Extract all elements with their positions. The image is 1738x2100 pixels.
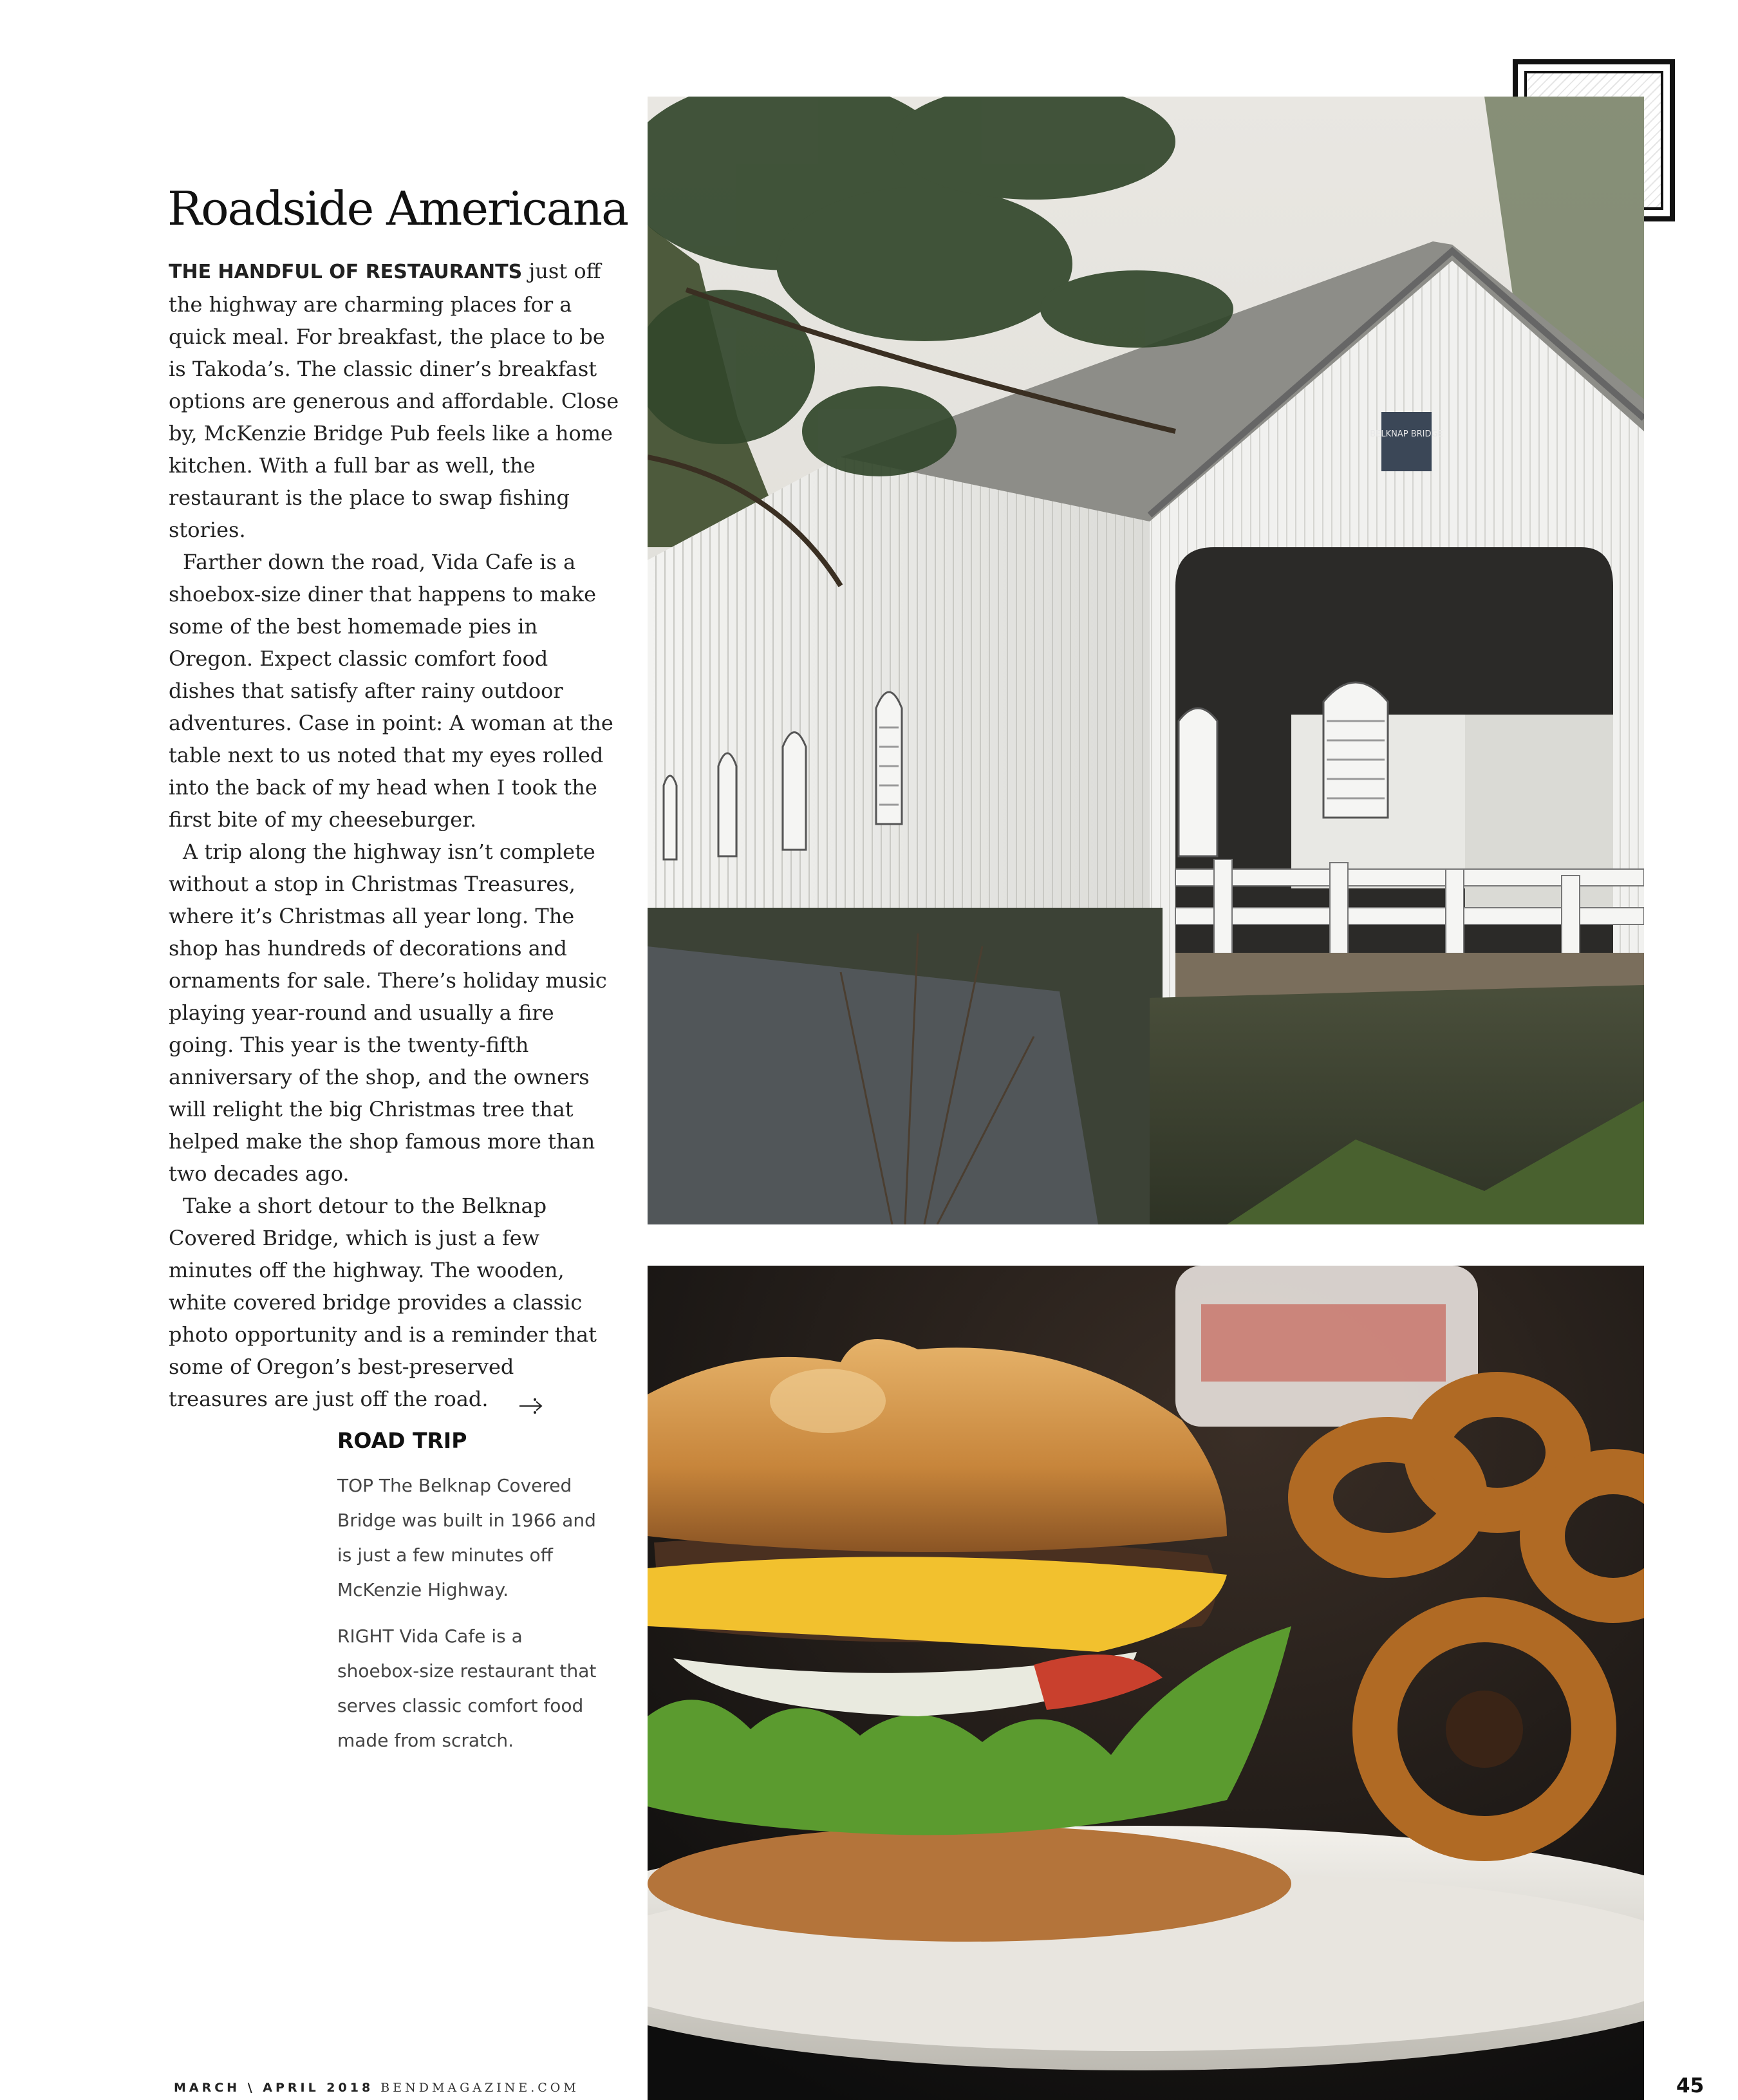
body-paragraph — [169, 1190, 619, 1415]
body-paragraph: Farther down the road, Vida Cafe is a shoebox-size diner that happens to make some of the best homemade pies in Oregon. Expect classic comfort food dishes that satisfy after rainy outdoor adventures. Case in point: A woman at the table next to us noted that my eyes rolled into the back of my head when I took the first bite of my cheeseburger. — [169, 550, 613, 832]
bridge-sign-text: BELKNAP BRIDGE — [1370, 429, 1443, 439]
article-headline: Roadside Americana — [167, 182, 628, 236]
body-lead-in: THE HANDFUL OF RESTAURANTS — [169, 261, 523, 283]
photo-caption — [337, 1428, 608, 1770]
footer-site: BENDMAGAZINE.COM — [380, 2081, 579, 2095]
body-paragraph: A trip along the highway isn’t complete without a stop in Christmas Treasures, where it’s Christmas all year long. The shop has hundreds of decorations and ornaments for sale. There’s holiday music playing year-round and usually a fire going. This year is the twenty-fifth anniversary of the shop, and the owners will relight the big Christmas tree that helped make the shop famous more than two decades ago. — [169, 839, 607, 1186]
page-footer — [174, 2081, 579, 2095]
body-paragraph-text: Take a short detour to the Belknap Covered Bridge, which is just a few minutes off the highway. The wooden, white covered bridge provides a classic photo opportunity and is a reminder that some of Oregon’s best-preserved treasures are just off the road. — [169, 1194, 597, 1411]
page-number: 45 — [1676, 2074, 1705, 2097]
footer-issue-date: MARCH \ APRIL 2018 — [174, 2081, 374, 2095]
caption-title: ROAD TRIP — [337, 1428, 467, 1453]
caption-right: RIGHT Vida Cafe is a shoebox-size restaurant that serves classic comfort food made from scratch. — [337, 1626, 597, 1751]
caption-top: TOP The Belknap Covered Bridge was built in 1966 and is just a few minutes off McKenzie Highway. — [337, 1475, 596, 1600]
body-paragraph — [169, 255, 619, 546]
end-mark-icon — [504, 1392, 530, 1410]
body-paragraph-text: just off the highway are charming places for a quick meal. For breakfast, the place to be is Takoda’s. The classic diner’s breakfast options are generous and affordable. Close by, McKenzie Bridge Pub feels like a home kitchen. With a full bar as well, the restaurant is the place to swap fishing stories. — [169, 259, 619, 542]
photo-belknap-covered-bridge — [648, 97, 1644, 1224]
article-body — [169, 255, 619, 1415]
photo-vida-cafe-cheeseburger — [648, 1266, 1644, 2100]
